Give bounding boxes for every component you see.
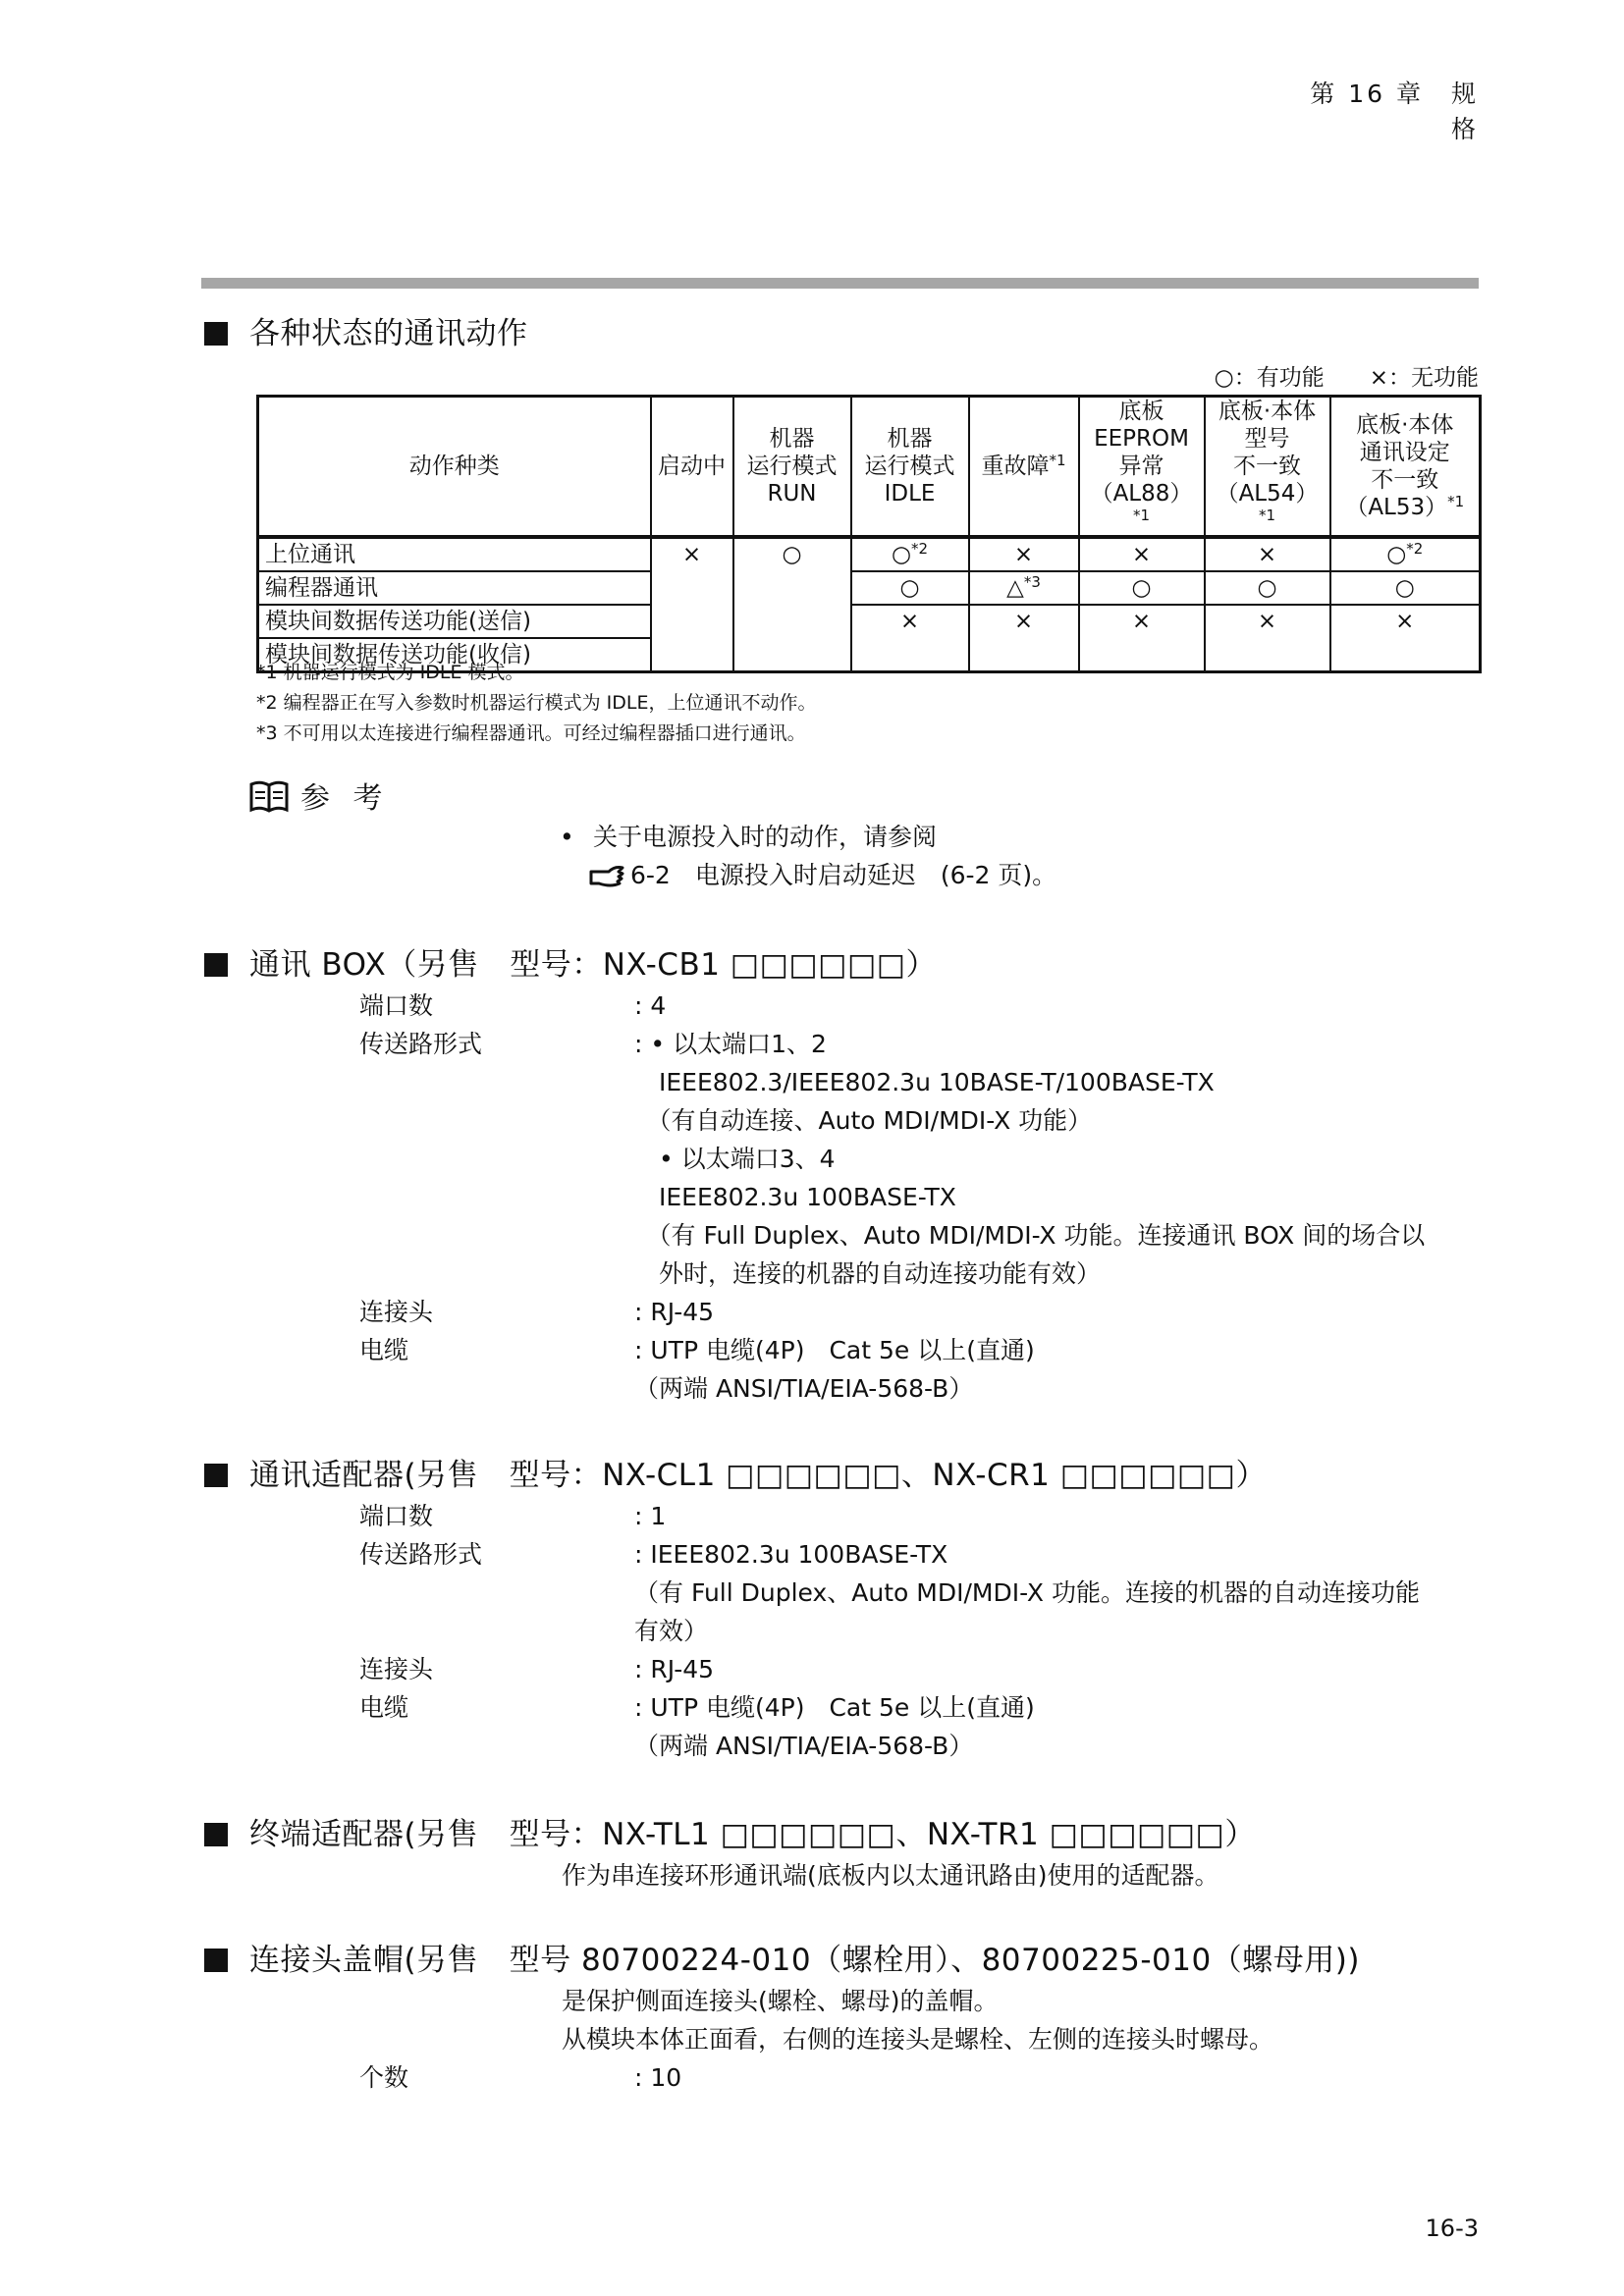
reference-heading: 参 考 (249, 774, 390, 822)
cell-al54: × (1205, 605, 1330, 672)
chapter-header: 第 16 章 规 格 (1310, 80, 1507, 143)
cell-al88: ○ (1079, 571, 1205, 605)
comm-adapter-specs (359, 1497, 1420, 1765)
section-title-comm-states: 各种状态的通讯动作 (204, 308, 528, 352)
pointing-hand-icon (589, 862, 624, 900)
book-icon (249, 780, 289, 822)
cell-fault: × (969, 537, 1079, 571)
square-bullet-icon (204, 1464, 228, 1487)
row-label: 上位通讯 (258, 537, 651, 571)
cell-idle: ○ (851, 571, 969, 605)
cell-starting: × (651, 537, 733, 672)
comm-box-specs (359, 987, 1425, 1408)
reference-body: • 关于电源投入时的动作，请参阅 6-2 电源投入时启动延迟 (6-2 页)。 (560, 818, 1056, 900)
spec-row: 传送路形式 : • 以太端口1、2 IEEE802.3/IEEE802.3u 10BASE-T/100BASE-TX （有自动连接、Auto MDI/MDI-X 功能） • 以太端口3、4 IEEE802.3u 100BASE-TX （有 Full Duplex、Auto MDI/MDI-X 功能。连接通讯 BOX 间的场合以 外时，连接的机器的自动连接功能有效） (359, 1030, 1426, 1288)
cell-run: ○ (733, 537, 851, 672)
cell-al88: × (1079, 537, 1205, 571)
cell-al53: ○$^{*2}$ (1330, 537, 1481, 571)
row-label: 模块间数据传送功能(送信) (258, 605, 651, 638)
spec-row: 电缆 : UTP 电缆(4P) Cat 5e 以上(直通) （两端 ANSI/TIA/EIA-568-B） (359, 1336, 1035, 1403)
header-divider (201, 278, 1479, 289)
cell-al53: × (1330, 605, 1481, 672)
legend-no-function: ×：无功能 (1369, 365, 1479, 391)
column-header: 重故障$^{*1}$ (969, 397, 1079, 538)
spec-row: 端口数 : 4 (359, 991, 667, 1020)
cell-al54: ○ (1205, 571, 1330, 605)
cell-idle: × (851, 605, 969, 672)
table-row (258, 605, 1481, 638)
footnotes (256, 658, 817, 749)
legend-has-function: ○：有功能 (1214, 365, 1325, 391)
cell-fault: △$^{*3}$ (969, 571, 1079, 605)
table-header-row (258, 397, 1481, 538)
table-row (258, 537, 1481, 571)
section-title-connector-cap: 连接头盖帽(另售 型号 80700224-010（螺栓用）、80700225-010（螺母用)) (204, 1935, 1360, 1979)
square-bullet-icon (204, 322, 228, 346)
column-header: 机器 运行模式 IDLE (851, 397, 969, 538)
spec-row: 端口数 : 1 (359, 1502, 667, 1530)
terminal-adapter-desc: 作为串连接环形通讯端(底板内以太通讯路由)使用的适配器。 (562, 1861, 1219, 1890)
cell-al88: × (1079, 605, 1205, 672)
column-header: 启动中 (651, 397, 733, 538)
cell-al54: × (1205, 537, 1330, 571)
column-header: 底板 EEPROM 异常 $(AL88)^{*1}$ (1079, 397, 1205, 538)
square-bullet-icon (204, 1949, 228, 1972)
footnote: *2 编程器正在写入参数时机器运行模式为 IDLE，上位通讯不动作。 (256, 692, 817, 714)
footnote: *1 机器运行模式为 IDLE 模式。 (256, 662, 524, 683)
column-header: 动作种类 (258, 397, 651, 538)
footnote: *3 不可用以太连接进行编程器通讯。可经过编程器插口进行通讯。 (256, 722, 806, 744)
spec-row: 电缆 : UTP 电缆(4P) Cat 5e 以上(直通) （两端 ANSI/TIA/EIA-568-B） (359, 1693, 1035, 1760)
column-header: 底板·本体 通讯设定 不一致 $(AL53)^{*1}$ (1330, 397, 1481, 538)
spec-row: 传送路形式 : IEEE802.3u 100BASE-TX （有 Full Duplex、Auto MDI/MDI-X 功能。连接的机器的自动连接功能 有效） (359, 1540, 1420, 1645)
cell-fault: × (969, 605, 1079, 672)
table-legend (1139, 359, 1479, 392)
column-header: 底板·本体 型号 不一致 $(AL54)^{*1}$ (1205, 397, 1330, 538)
connector-cap-qty: 个数 : 10 (359, 2063, 682, 2092)
row-label: 编程器通讯 (258, 571, 651, 605)
spec-row: 连接头 : RJ-45 (359, 1298, 715, 1326)
page-number: 16-3 (1425, 2215, 1479, 2242)
row-label: 模块间数据传送功能(收信) (258, 638, 651, 672)
reference-link[interactable]: 6-2 电源投入时启动延迟 (6-2 页)。 (560, 856, 1056, 900)
section-title-comm-box: 通讯 BOX（另售 型号：NX-CB1 □□□□□□） (204, 939, 937, 984)
square-bullet-icon (204, 1823, 228, 1846)
spec-row: 连接头 : RJ-45 (359, 1655, 715, 1683)
table-row (258, 571, 1481, 605)
cell-al53: ○ (1330, 571, 1481, 605)
section-title-comm-adapter: 通讯适配器(另售 型号：NX-CL1 □□□□□□、NX-CR1 □□□□□□） (204, 1450, 1267, 1494)
section-title-terminal-adapter: 终端适配器(另售 型号：NX-TL1 □□□□□□、NX-TR1 □□□□□□） (204, 1809, 1256, 1853)
connector-cap-desc: 是保护侧面连接头(螺栓、螺母)的盖帽。 从模块本体正面看，右侧的连接头是螺栓、左侧的连接头时螺母。 (562, 1987, 1274, 2054)
square-bullet-icon (204, 953, 228, 977)
comm-status-table (256, 395, 1482, 673)
cell-idle: ○$^{*2}$ (851, 537, 969, 571)
column-header: 机器 运行模式 RUN (733, 397, 851, 538)
